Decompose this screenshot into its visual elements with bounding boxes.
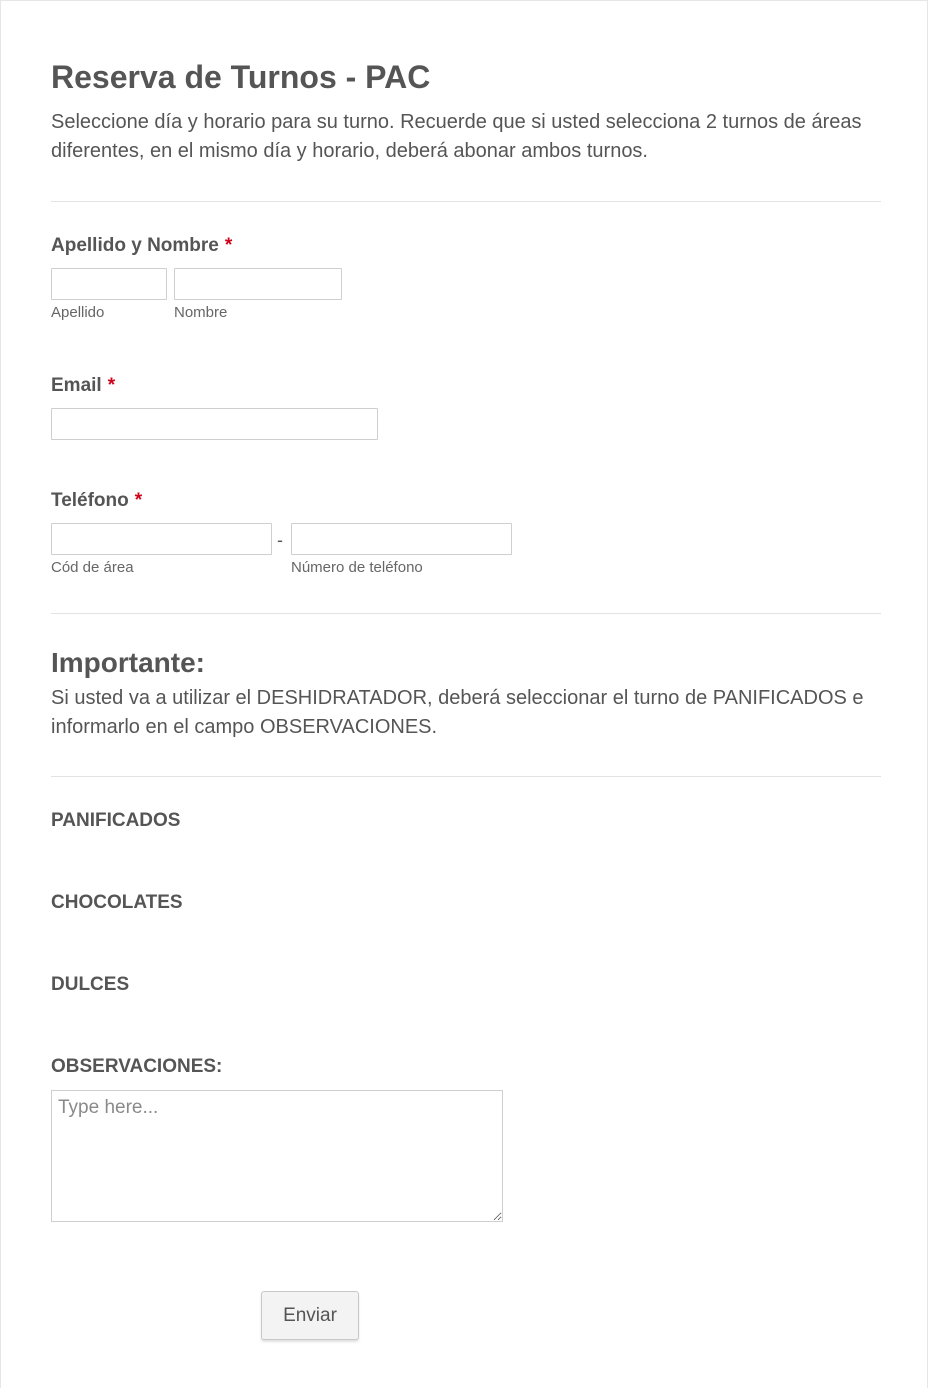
email-input[interactable]: [51, 408, 378, 440]
name-field-label: [51, 235, 232, 257]
phone-number-input[interactable]: [291, 523, 512, 555]
observations-textarea[interactable]: [51, 1090, 503, 1222]
section-panificados: PANIFICADOS: [51, 810, 181, 831]
section-chocolates: CHOCOLATES: [51, 892, 183, 913]
phone-number-sublabel: Número de teléfono: [291, 559, 423, 576]
notice-heading: Importante:: [51, 647, 205, 678]
observations-label: OBSERVACIONES:: [51, 1056, 223, 1077]
phone-label-text: Teléfono: [51, 490, 129, 511]
email-label-text: Email: [51, 375, 102, 396]
form-subtitle: Seleccione día y horario para su turno. Recuerde que si usted selecciona 2 turnos de áreas diferentes, en el mismo día y horario, deberá abonar ambos turnos.: [51, 111, 862, 162]
divider: [51, 776, 881, 777]
phone-separator: -: [277, 530, 283, 550]
submit-button[interactable]: Enviar: [261, 1291, 359, 1340]
email-field-label: [51, 375, 115, 397]
required-asterisk: *: [224, 235, 233, 256]
form-title: Reserva de Turnos - PAC: [51, 59, 431, 95]
required-asterisk: *: [134, 490, 143, 511]
last-name-input[interactable]: [51, 268, 167, 300]
last-name-sublabel: Apellido: [51, 304, 105, 321]
required-asterisk: *: [107, 375, 116, 396]
first-name-input[interactable]: [174, 268, 342, 300]
notice-text: Si usted va a utilizar el DESHIDRATADOR, deberá seleccionar el turno de PANIFICADOS e informarlo en el campo OBSERVACIONES.: [51, 687, 864, 738]
phone-field-label: [51, 490, 142, 512]
divider: [51, 201, 881, 202]
first-name-sublabel: Nombre: [174, 304, 228, 321]
section-dulces: DULCES: [51, 974, 130, 995]
name-label-text: Apellido y Nombre: [51, 235, 219, 256]
divider: [51, 613, 881, 614]
area-code-input[interactable]: [51, 523, 272, 555]
area-code-sublabel: Cód de área: [51, 559, 134, 576]
